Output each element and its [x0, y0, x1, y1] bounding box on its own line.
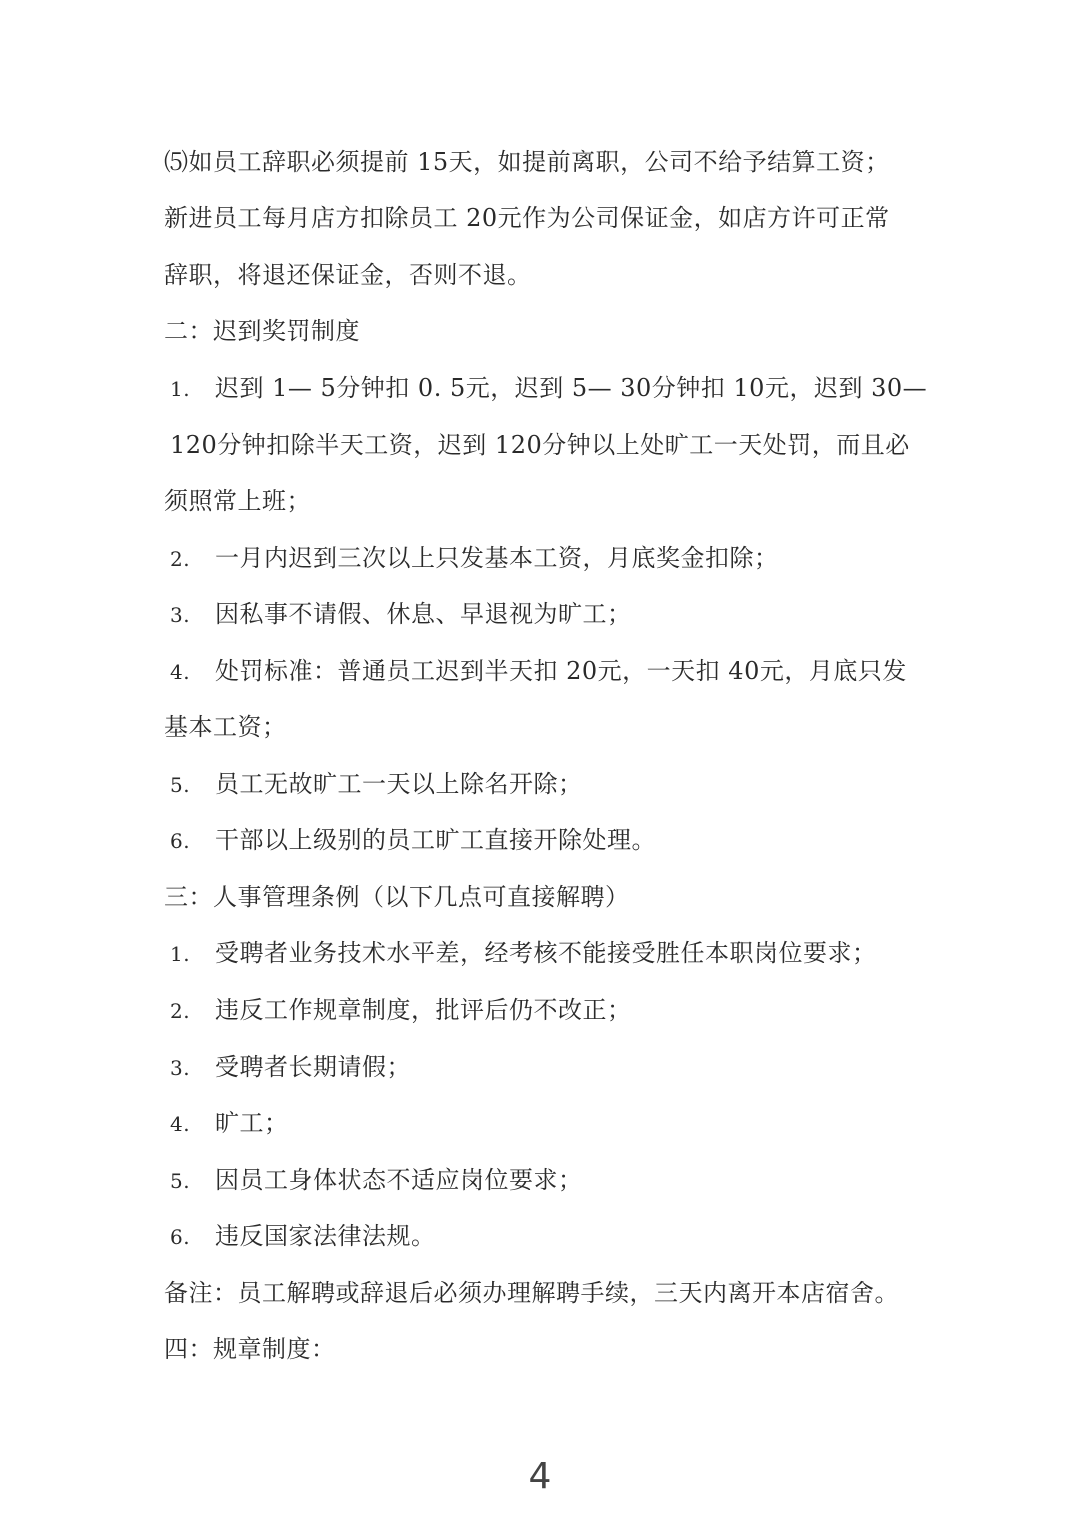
item-number: 6.	[170, 829, 191, 853]
section-2-item-1-continuation-1: 120分钟扣除半天工资，迟到 120分钟以上处旷工一天处罚，而且必	[170, 431, 910, 459]
item-number: 6.	[170, 1225, 191, 1249]
intro-line-3: 辞职，将退还保证金，否则不退。	[164, 261, 532, 289]
section-3-item-4	[170, 1107, 930, 1139]
section-3-item-3	[170, 1051, 930, 1083]
section-4-heading: 四：规章制度：	[164, 1335, 336, 1363]
item-number: 3.	[170, 603, 191, 627]
item-text: 受聘者业务技术水平差，经考核不能接受胜任本职岗位要求；	[215, 939, 877, 967]
item-number: 5.	[170, 1169, 191, 1193]
item-number: 1.	[170, 942, 191, 966]
section-3-item-5	[170, 1164, 930, 1196]
item-text: 旷工；	[215, 1109, 289, 1137]
item-text: 因员工身体状态不适应岗位要求；	[215, 1166, 583, 1194]
note-line: 备注：员工解聘或辞退后必须办理解聘手续，三天内离开本店宿舍。	[164, 1279, 899, 1307]
item-text: 因私事不请假、休息、早退视为旷工；	[215, 600, 632, 628]
section-3-item-2	[170, 994, 930, 1026]
section-2-item-4	[170, 655, 930, 687]
section-2-heading: 二：迟到奖罚制度	[164, 317, 360, 345]
intro-line-2: 新进员工每月店方扣除员工 20元作为公司保证金，如店方许可正常	[164, 204, 890, 232]
intro-line-1: ⑸如员工辞职必须提前 15天，如提前离职，公司不给予结算工资；	[164, 148, 890, 176]
item-text: 迟到 1— 5分钟扣 0. 5元，迟到 5— 30分钟扣 10元，迟到 30—	[215, 374, 928, 402]
section-2-item-2	[170, 542, 930, 574]
section-3-heading: 三：人事管理条例（以下几点可直接解聘）	[164, 883, 630, 911]
item-number: 2.	[170, 999, 191, 1023]
item-number: 3.	[170, 1056, 191, 1080]
section-2-item-3	[170, 598, 930, 630]
section-3-item-6	[170, 1220, 930, 1252]
item-text: 处罚标准：普通员工迟到半天扣 20元，一天扣 40元，月底只发	[215, 657, 907, 685]
item-number: 2.	[170, 547, 191, 571]
item-number: 1.	[170, 377, 191, 401]
section-2-item-4-continuation: 基本工资；	[164, 713, 287, 741]
section-2-item-1-continuation-2: 须照常上班；	[164, 487, 311, 515]
section-2-item-5	[170, 768, 930, 800]
item-text: 员工无故旷工一天以上除名开除；	[215, 770, 583, 798]
item-text: 一月内迟到三次以上只发基本工资，月底奖金扣除；	[215, 544, 779, 572]
section-2-item-1	[170, 372, 930, 404]
page-number: 4	[528, 1456, 552, 1497]
item-text: 干部以上级别的员工旷工直接开除处理。	[215, 826, 656, 854]
item-number: 4.	[170, 1112, 191, 1136]
item-number: 4.	[170, 660, 191, 684]
section-3-item-1	[170, 937, 930, 969]
item-number: 5.	[170, 773, 191, 797]
item-text: 受聘者长期请假；	[215, 1053, 411, 1081]
item-text: 违反工作规章制度，批评后仍不改正；	[215, 996, 632, 1024]
section-2-item-6	[170, 824, 930, 856]
item-text: 违反国家法律法规。	[215, 1222, 436, 1250]
